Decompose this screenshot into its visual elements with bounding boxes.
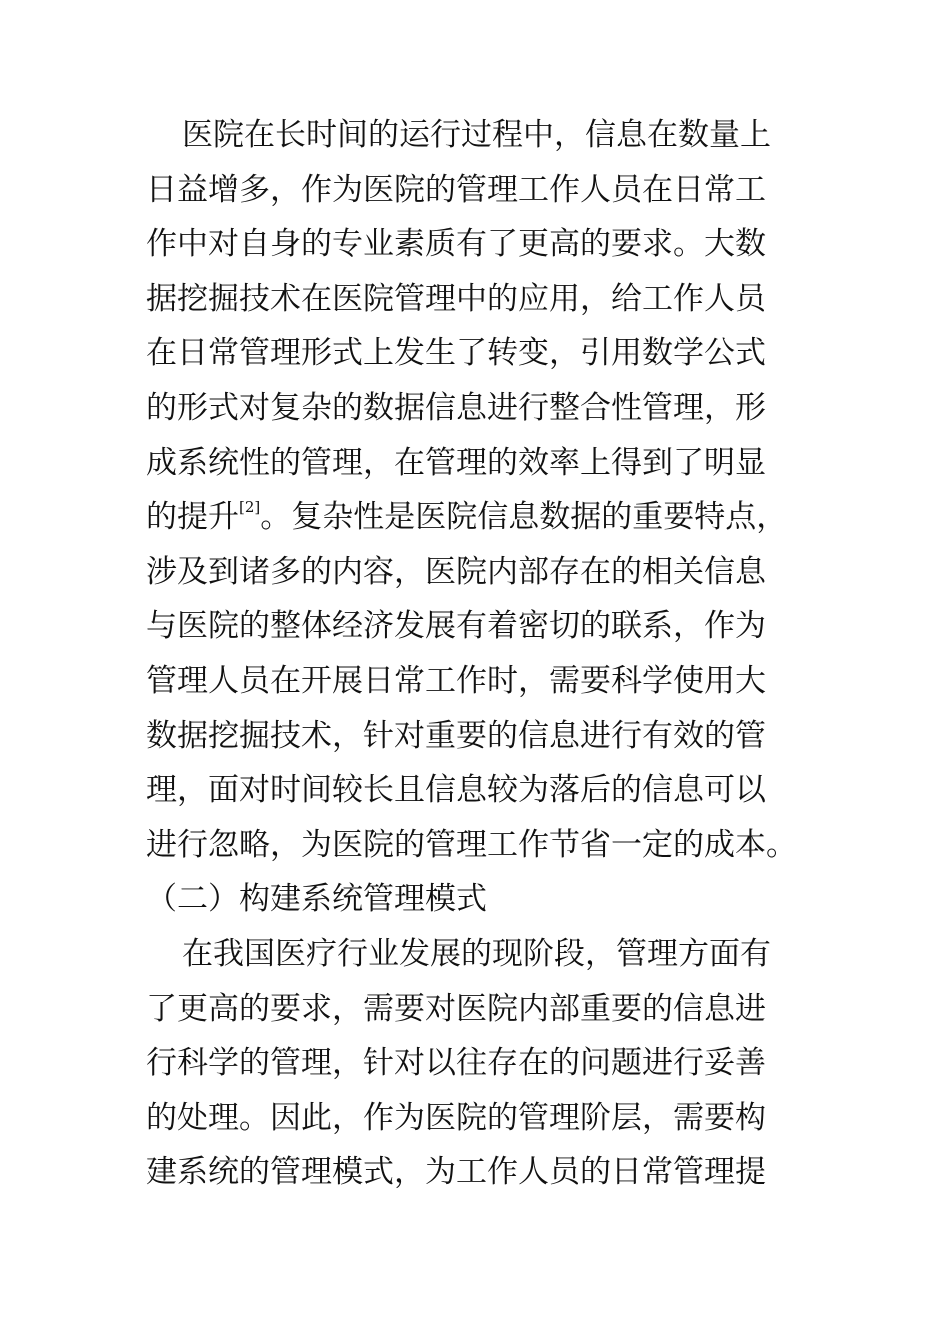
section-heading: （二）构建系统管理模式 [146,881,487,918]
paragraph-2 [146,927,806,1200]
text-line: 管理人员在开展日常工作时，需要科学使用大 [146,662,766,699]
text-line: 数据挖掘技术，针对重要的信息进行有效的管 [146,717,766,754]
text-line: 日益增多，作为医院的管理工作人员在日常工 [146,171,766,208]
text-segment: 的提升 [146,499,239,536]
text-segment: 。复杂性是医院信息数据的重要特点， [260,499,788,536]
citation-reference: [2] [239,497,261,516]
text-line: 在我国医疗行业发展的现阶段，管理方面有 [182,935,771,972]
body-text [146,108,806,1200]
text-line: 的处理。因此，作为医院的管理阶层，需要构 [146,1099,766,1136]
text-line: 理，面对时间较长且信息较为落后的信息可以 [146,772,766,809]
text-line: 的形式对复杂的数据信息进行整合性管理，形 [146,389,766,426]
text-line: 进行忽略，为医院的管理工作节省一定的成本。 [146,826,797,863]
text-line: 据挖掘技术在医院管理中的应用，给工作人员 [146,280,766,317]
text-line: 在日常管理形式上发生了转变，引用数学公式 [146,335,766,372]
paragraph-1 [146,108,806,872]
text-line: 作中对自身的专业素质有了更高的要求。大数 [146,226,766,263]
text-line: 与医院的整体经济发展有着密切的联系，作为 [146,608,766,645]
text-line: 成系统性的管理，在管理的效率上得到了明显 [146,444,766,481]
text-line-with-citation [146,490,806,545]
text-line: 建系统的管理模式，为工作人员的日常管理提 [146,1154,766,1191]
text-line: 了更高的要求，需要对医院内部重要的信息进 [146,990,766,1027]
text-line: 行科学的管理，针对以往存在的问题进行妥善 [146,1045,766,1082]
text-line: 涉及到诸多的内容，医院内部存在的相关信息 [146,553,766,590]
text-line: 医院在长时间的运行过程中，信息在数量上 [182,117,771,153]
